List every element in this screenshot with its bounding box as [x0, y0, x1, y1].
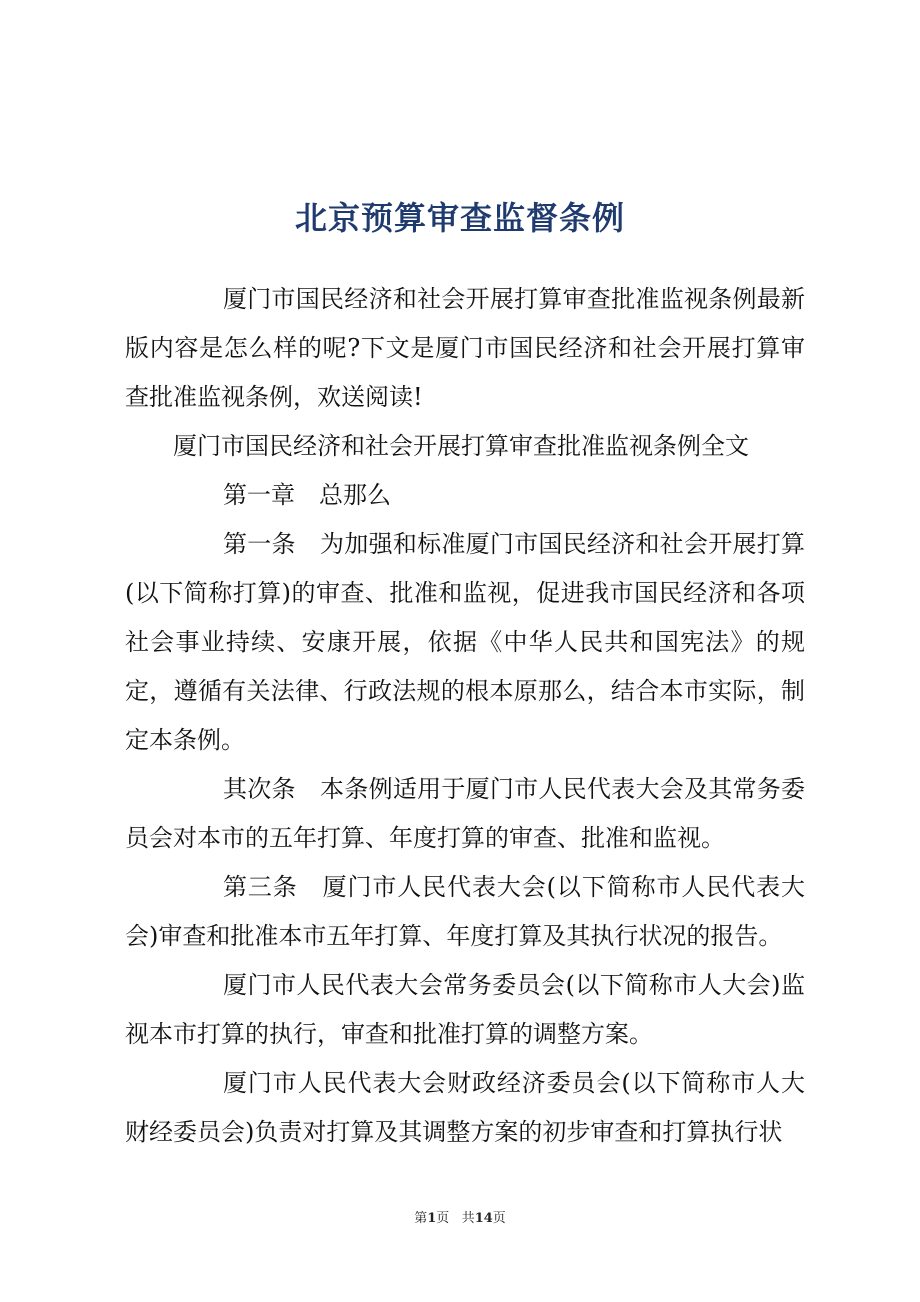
article-number: 第一条 — [223, 530, 296, 558]
page-footer: 第1页 共14页 — [414, 1211, 506, 1226]
article-1: 第一条 为加强和标准厦门市国民经济和社会开展打算(以下简称打算)的审查、批准和监视，促进我市国民经济和各项社会事业持续、安康开展，依据《中华人民共和国宪法》的规定，遵循有关法律、行政法规的根本原那么，结合本市实际，制定本条例。 — [125, 530, 806, 754]
chapter-number: 第一章 — [223, 481, 295, 509]
page-number: 1 — [427, 1211, 437, 1226]
chapter-title: 总那么 — [319, 481, 391, 509]
paragraph-standing-committee: 厦门市人民代表大会常务委员会(以下简称市人大会)监视本市打算的执行，审查和批准打算的调整方案。 — [125, 971, 805, 1048]
article-3: 第三条 厦门市人民代表大会(以下简称市人民代表大会)审查和批准本市五年打算、年度打算及其执行状况的报告。 — [125, 873, 805, 950]
paragraph-finance-committee: 厦门市人民代表大会财政经济委员会(以下简称市人大财经委员会)负责对打算及其调整方案的初步审查和打算执行状 — [125, 1069, 805, 1146]
article-number: 第三条 — [223, 873, 298, 901]
document-title: 北京预算审查监督条例 — [294, 199, 625, 237]
document-body — [125, 275, 805, 1157]
chapter-heading — [125, 471, 805, 520]
paragraph-fulltext-heading: 厦门市国民经济和社会开展打算审查批准监视条例全文 — [173, 432, 749, 460]
paragraph-intro: 厦门市国民经济和社会开展打算审查批准监视条例最新版内容是怎么样的呢?下文是厦门市国民经济和社会开展打算审查批准监视条例，欢送阅读! — [125, 285, 805, 411]
article-2: 其次条 本条例适用于厦门市人民代表大会及其常务委员会对本市的五年打算、年度打算的审查、批准和监视。 — [125, 775, 806, 852]
article-number: 其次条 — [223, 775, 296, 803]
total-pages: 14 — [474, 1211, 493, 1226]
